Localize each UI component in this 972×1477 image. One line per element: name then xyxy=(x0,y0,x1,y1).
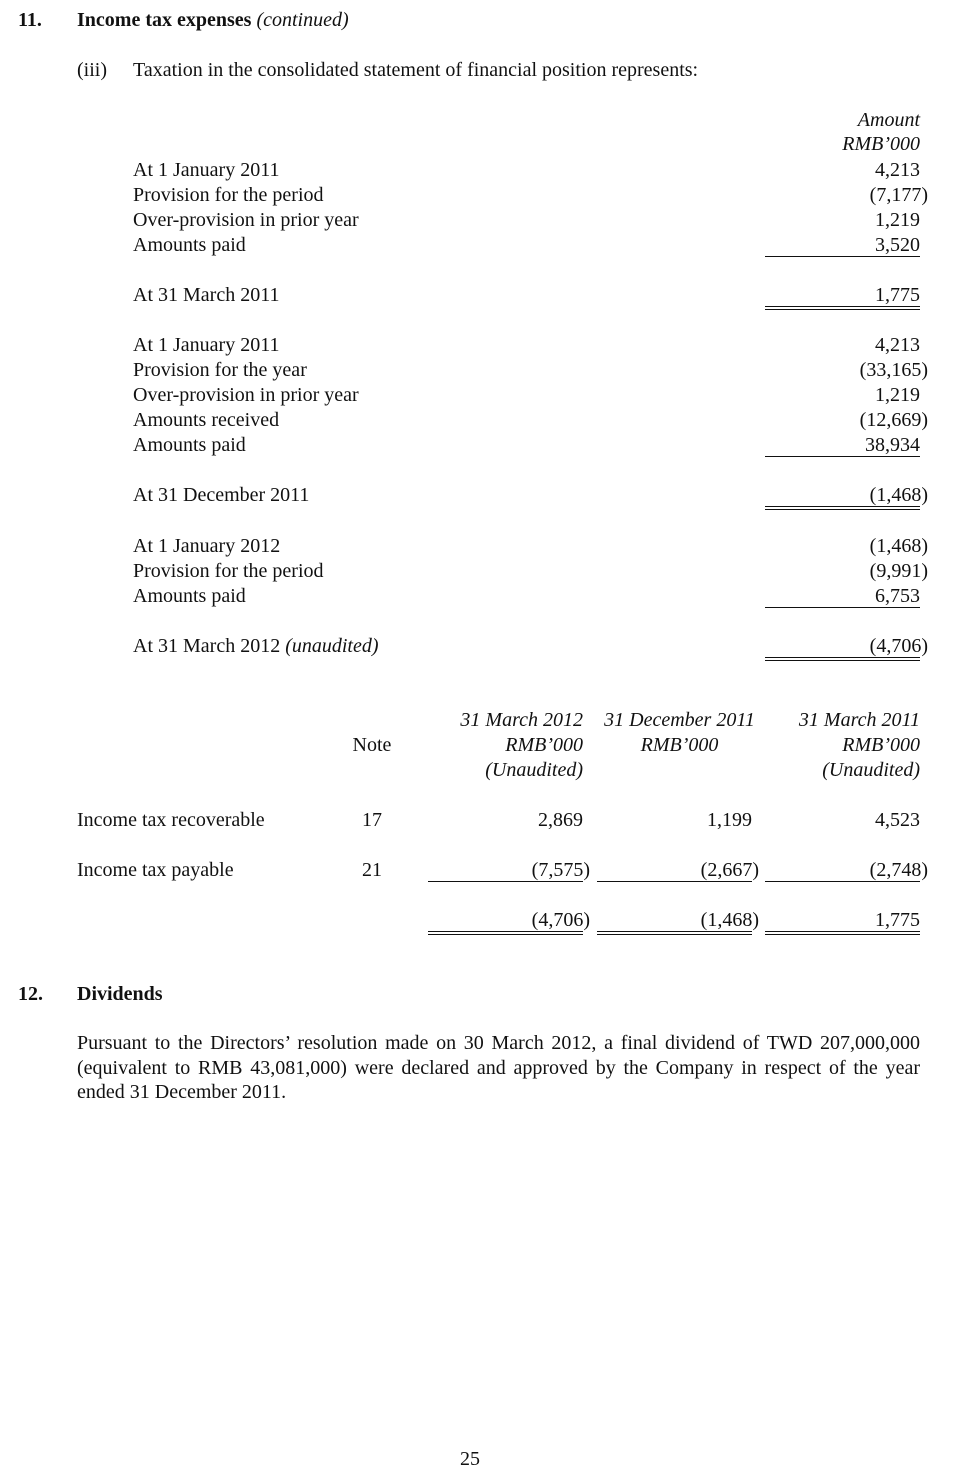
movement-row-value: (4,706) xyxy=(869,635,928,657)
subtotal-rule xyxy=(765,607,920,608)
section-12-title: Dividends xyxy=(77,983,163,1005)
col-2-unit: RMB’000 xyxy=(640,734,719,756)
subtotal-rule xyxy=(597,881,752,882)
col-3-unit: RMB’000 xyxy=(842,734,920,756)
movement-row-value: (33,165) xyxy=(859,359,928,381)
summary-total: (1,468) xyxy=(700,909,759,931)
total-double-rule-top xyxy=(597,931,752,932)
section-11-title xyxy=(77,8,349,32)
movement-row-label: Provision for the period xyxy=(133,560,324,582)
subtotal-rule xyxy=(765,256,920,257)
summary-row-note: 17 xyxy=(362,809,382,831)
movement-row-label: Provision for the year xyxy=(133,359,307,381)
movement-row-value: 3,520 xyxy=(875,234,920,256)
summary-row-label: Income tax recoverable xyxy=(77,809,265,831)
movement-row-value: 4,213 xyxy=(875,159,920,181)
amount-unit-header: RMB’000 xyxy=(842,133,920,155)
total-double-rule-bottom xyxy=(597,934,752,935)
summary-row-value: 1,199 xyxy=(707,809,752,831)
dividends-paragraph: Pursuant to the Directors’ resolution made on 30 March 2012, a final dividend of TWD 207,000,000 (equivalent to RMB 43,081,000) were declared and approved by the Company in respect of the year ended 31 December 2011. xyxy=(77,1032,920,1103)
total-double-rule-top xyxy=(765,657,920,658)
movement-row-value: (9,991) xyxy=(869,560,928,582)
movement-row-value: (1,468) xyxy=(869,535,928,557)
movement-row-label-text: At 31 March 2012 xyxy=(133,635,281,657)
summary-row-value: (7,575) xyxy=(531,859,590,881)
subtotal-rule xyxy=(765,456,920,457)
movement-row-value: 4,213 xyxy=(875,334,920,356)
col-3-date: 31 March 2011 xyxy=(798,709,920,731)
summary-row-label: Income tax payable xyxy=(77,859,234,881)
movement-row-label: At 1 January 2011 xyxy=(133,159,280,181)
section-11-title-text: Income tax expenses xyxy=(77,9,252,31)
total-double-rule-bottom xyxy=(428,934,583,935)
movement-row-label: Amounts paid xyxy=(133,234,246,256)
col-1-status: (Unaudited) xyxy=(485,759,583,781)
movement-row-value: (7,177) xyxy=(869,184,928,206)
movement-row-value: (12,669) xyxy=(859,409,928,431)
summary-row-value: (2,748) xyxy=(869,859,928,881)
summary-row-value: (2,667) xyxy=(700,859,759,881)
movement-row-value: (1,468) xyxy=(869,484,928,506)
amount-header: Amount xyxy=(857,109,920,131)
movement-row-label: At 31 March 2011 xyxy=(133,284,280,306)
col-1-unit: RMB’000 xyxy=(505,734,583,756)
col-3-status: (Unaudited) xyxy=(822,759,920,781)
movement-row-label: Amounts paid xyxy=(133,585,246,607)
section-11-number: 11. xyxy=(18,9,42,31)
total-double-rule-top xyxy=(765,931,920,932)
subsection-label: (iii) xyxy=(77,59,107,81)
movement-row-label: At 1 January 2011 xyxy=(133,334,280,356)
summary-row-note: 21 xyxy=(362,859,382,881)
movement-row-value: 1,219 xyxy=(875,384,920,406)
subtotal-rule xyxy=(765,881,920,882)
movement-row-value: 1,219 xyxy=(875,209,920,231)
movement-row-label: Over-provision in prior year xyxy=(133,209,359,231)
col-2-date: 31 December 2011 xyxy=(604,709,755,731)
summary-row-value: 2,869 xyxy=(538,809,583,831)
movement-row-label: Amounts paid xyxy=(133,434,246,456)
total-double-rule-bottom xyxy=(765,309,920,310)
movement-row-label xyxy=(133,634,379,658)
summary-row-value: 4,523 xyxy=(875,809,920,831)
summary-total: (4,706) xyxy=(531,909,590,931)
movement-row-label: At 31 December 2011 xyxy=(133,484,310,506)
total-double-rule-bottom xyxy=(765,934,920,935)
total-double-rule-bottom xyxy=(765,660,920,661)
movement-row-value: 6,753 xyxy=(875,585,920,607)
movement-row-value: 38,934 xyxy=(865,434,920,456)
total-double-rule-top xyxy=(765,506,920,507)
total-double-rule-top xyxy=(765,306,920,307)
movement-row-label: At 1 January 2012 xyxy=(133,535,281,557)
note-header: Note xyxy=(352,734,392,756)
section-12-number: 12. xyxy=(18,983,43,1005)
total-double-rule-top xyxy=(428,931,583,932)
movement-row-value: 1,775 xyxy=(875,284,920,306)
movement-row-label: Over-provision in prior year xyxy=(133,384,359,406)
summary-total: 1,775 xyxy=(875,909,920,931)
col-1-date: 31 March 2012 xyxy=(460,709,583,731)
subtotal-rule xyxy=(428,881,583,882)
movement-row-label-suffix: (unaudited) xyxy=(285,635,379,657)
movement-row-label: Provision for the period xyxy=(133,184,324,206)
page-number: 25 xyxy=(460,1448,480,1470)
subsection-text: Taxation in the consolidated statement of financial position represents: xyxy=(133,59,699,81)
total-double-rule-bottom xyxy=(765,509,920,510)
movement-row-label: Amounts received xyxy=(133,409,280,431)
section-11-title-suffix: (continued) xyxy=(256,9,349,31)
